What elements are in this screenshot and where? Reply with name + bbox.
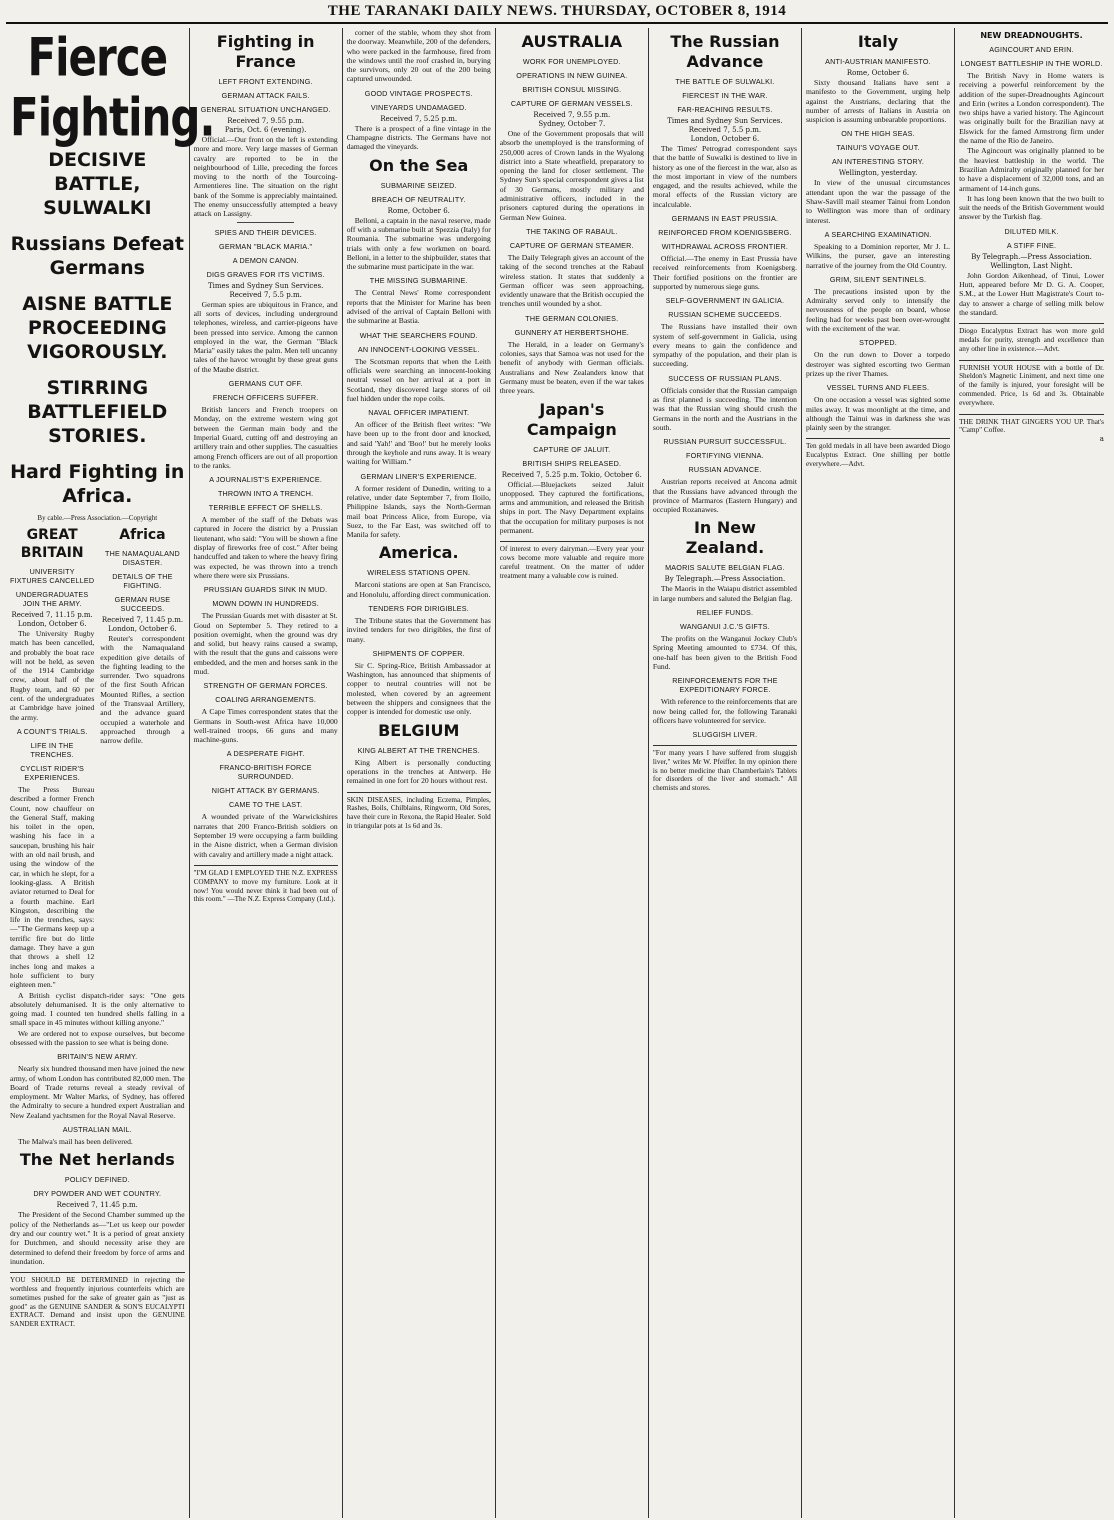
subhead: SUBMARINE SEIZED.	[380, 180, 457, 190]
column-4	[496, 28, 649, 1518]
subhead: CAPTURE OF JALUIT.	[533, 444, 611, 454]
column-3	[343, 28, 496, 1518]
head-great-britain: GREAT BRITAIN	[20, 527, 84, 561]
subhead: UNIVERSITY FIXTURES CANCELLED	[10, 567, 95, 585]
subhead: SELF-GOVERNMENT IN GALICIA.	[665, 296, 785, 306]
subhead: SLUGGISH LIVER.	[692, 730, 758, 740]
article-body: Sixty thousand Italians have sent a manifesto to the Government, urging help against the Austrians, declaring that the number of arrests of Italians in Austria on suspicion is assuming unbearable proportions.	[805, 78, 951, 125]
subhead: A SEARCHING EXAMINATION.	[824, 229, 932, 239]
subhead: AN INTERESTING STORY.	[831, 157, 925, 167]
subhead: KING ALBERT AT THE TRENCHES.	[357, 745, 480, 755]
deck-sulwalki: DECISIVE BATTLE, SULWALKI	[43, 149, 152, 219]
subhead: RUSSIAN PURSUIT SUCCESSFUL.	[663, 437, 787, 447]
subhead: NAVAL OFFICER IMPATIENT.	[368, 408, 470, 418]
article-body: A former resident of Dunedin, writing to a relative, under date September 7, from Iloilo, Philippine Islands, says the North-German mail boat Princess Alice, from Europe, via Suez, to the Far East, was switched off to Manila for safety.	[346, 483, 491, 540]
dateline: London, October 6.	[690, 135, 760, 143]
article-body: One of the Government proposals that will absorb the unemployed is the transforming of 250,000 acres of Crown lands in the Wyalong district into a State wheatfield, preparatory to opening the land for closer settlement. The Sydney Sun's special correspondent gives a list of 30 Germans, mostly military and administrative officers, included in the prisoners captured during the operations in German New Guinea.	[499, 129, 644, 222]
subhead: BREACH OF NEUTRALITY.	[371, 194, 466, 204]
column-6	[802, 28, 955, 1518]
subhead: VINEYARDS UNDAMAGED.	[370, 102, 467, 112]
article-body: The British Navy in Home waters is receiving a powerful reinforcement by the addition of the super-Dreadnoughts Agincourt and Erin (writes a London correspondent). The two ships have a varied history. The Agincourt was originally built for the Brazilian navy at Elswick for the famed Armstrong firm under the name of the Rio de Janeiro.	[959, 71, 1104, 146]
subhead: ON THE HIGH SEAS.	[841, 129, 915, 139]
head-new-dreadnoughts: NEW DREADNOUGHTS.	[980, 31, 1083, 40]
article-body: A Cape Times correspondent states that the Germans in South-west Africa have 10,000 well-trained troops, 66 guns and many machine-guns.	[193, 707, 338, 745]
deck-aisne: AISNE BATTLE PROCEEDING VIGOROUSLY.	[22, 293, 173, 363]
article-body: King Albert is personally conducting operations in the trenches at Antwerp. He remained in one fort for 20 hours without rest.	[346, 757, 491, 786]
subhead: WIRELESS STATIONS OPEN.	[367, 568, 471, 578]
article-body: Austrian reports received at Ancona admit that the Russians have advanced through the province of Marmaros (Eastern Hungary) and occupied Rozanawes.	[652, 477, 797, 515]
article-body: British lancers and French troopers on Monday, on the extreme western wing got between the German main body and the Imperial Guard, cutting off and destroying an artillery train and other supplies. The casualties among French officers are out of all proportion to the ranks.	[193, 405, 338, 470]
subhead: GERMAN LINER'S EXPERIENCE.	[360, 471, 477, 481]
dateline: Paris, Oct. 6 (evening).	[224, 126, 307, 134]
column-5	[649, 28, 802, 1518]
subhead: THROWN INTO A TRENCH.	[217, 489, 314, 499]
advertisement	[806, 438, 950, 468]
article-body: In view of the unusual circumstances attendant upon the war the passage of the Shaw-Savill mail steamer Tainui from London to Wellington was more than of ordinary interest.	[805, 178, 951, 225]
head-australia: AUSTRALIA	[521, 32, 623, 51]
article-body: A member of the staff of the Debats was captured in Jocere the district by a Prussian lieutenant, who said: "You will be shown a fine display of fireworks free of cost." After being handcuffed and taken to where the heavy firing was expected, he was thrown into a trench where there were six Prussians.	[193, 515, 338, 580]
article-body: The Press Bureau described a former French Count, now chauffeur on the General Staff, making his toilet in the open, washing his face in a saucepan, brushing his hair with an old nail brush, and using the window of the car, in which he slept, for a looking-glass. A British aviator returned to Deal for a fourth machine. Earl Kingston, describing the life in the trenches, says:—"The Germans keep up a terrific fire but do little damage. They have a gun that throws a shell 12 inches long and makes a hole sufficient to bury eighteen men."	[10, 784, 95, 990]
subhead: THE BATTLE OF SULWALKI.	[675, 77, 775, 86]
subhead: GERMAN "BLACK MARIA."	[219, 241, 313, 251]
dateline: Rome, October 6.	[846, 69, 910, 77]
article-body: A British cyclist dispatch-rider says: "One gets absolutely dehumanised. It is the only alternative to going mad. I counted ten hundred shells falling in a small space in 45 minutes without killing anyone."	[10, 990, 185, 1028]
article-body: Official.—Bluejackets seized Jaluit unopposed. They captured the fortifications, arms and ammunition, and released the British ships in port. The Navy Department explains that the occupation for military purposes is not permanent.	[499, 479, 644, 536]
subhead: AUSTRALIAN MAIL.	[62, 1125, 132, 1135]
article-body: The Tribune states that the Government has invited tenders for two dirigibles, the first of many.	[346, 615, 491, 644]
subhead: GRIM, SILENT SENTINELS.	[829, 274, 927, 284]
article-body: corner of the stable, whom they shot from the doorway. Meanwhile, 200 of the defenders, who were packed in the farmhouse, fired from the windows until the roof crashed in, burying the survivors, only 20 out of the 200 being captured unwounded.	[346, 28, 491, 84]
article-body: The President of the Second Chamber summed up the policy of the Netherlands as—"Let us keep our powder dry and our country wet." It is a period of great anxiety for Dutchmen, and should necessity arise they are determined to defend their freedom by force of arms and inundation.	[10, 1210, 185, 1266]
subhead: COALING ARRANGEMENTS.	[215, 695, 317, 705]
dateline: Received 7, 11.45 p.m.	[56, 1201, 138, 1210]
subhead: ANTI-AUSTRIAN MANIFESTO.	[825, 57, 931, 66]
head-belgium: BELGIUM	[378, 720, 460, 740]
article-body: An officer of the British fleet writes: "We have been up to the front door and knocked, and said 'Yah!' and 'Boo!' but he merely looks through the keyhole and runs away. It is weary waiting for William."	[346, 420, 491, 467]
dateline: By Telegraph.—Press Association. Wellington, Last Night.	[971, 252, 1092, 270]
head-italy: Italy	[857, 32, 899, 51]
columns	[6, 28, 1108, 1518]
subhead: A STIFF FINE.	[1006, 240, 1057, 250]
subhead: SHIPMENTS OF COPPER.	[372, 648, 465, 658]
head-on-the-sea: On the Sea	[369, 155, 469, 175]
subhead: REINFORCED FROM KOENIGSBERG.	[658, 228, 792, 238]
subhead: GERMANS CUT OFF.	[228, 379, 303, 389]
head-america: America.	[378, 543, 459, 563]
subhead: WHAT THE SEARCHERS FOUND.	[359, 330, 478, 340]
dateline: Times and Sydney Sun Services. Received 7, 5.5 p.m.	[667, 117, 783, 134]
article-body: The Herald, in a leader on Germany's colonies, says that Samoa was not used for the benefit of anybody with German officials. Australians and New Zealanders know that Germany must be beaten, even if the war takes three years.	[499, 339, 644, 396]
article-body: The Malwa's mail has been delivered.	[18, 1137, 133, 1147]
subhead: THE MISSING SUBMARINE.	[369, 276, 468, 286]
subhead: AGINCOURT AND ERIN.	[989, 45, 1074, 54]
article-body: John Gordon Aikenhead, of Tinui, Lower Hutt, appeared before Mr D. G. A. Cooper, S.M., at the Lower Hutt Magistrate's Court to-day to answer a charge of selling milk below the standard.	[959, 270, 1104, 317]
deck-russians: Russians Defeat Germans	[10, 233, 184, 279]
split-columns	[10, 526, 185, 991]
subhead: LEFT FRONT EXTENDING.	[218, 77, 313, 86]
article-body: A wounded private of the Warwickshires narrates that 200 Franco-British soldiers on September 19 were occupying a farm building in the Aisne district, when a German division with cavalry and artillery made a night attack.	[193, 812, 338, 859]
subhead: DIGS GRAVES FOR ITS VICTIMS.	[206, 269, 325, 279]
deck-stories: STIRRING BATTLEFIELD STORIES.	[27, 377, 168, 447]
dateline: By Telegraph.—Press Association.	[664, 575, 786, 584]
subhead: GENERAL SITUATION UNCHANGED.	[200, 105, 331, 114]
article-body: Sir C. Spring-Rice, British Ambassador at Washington, has announced that shipments of copper to neutral countries will not be molested, when covered by an agreement between the shippers and consignees that the copper is intended for domestic use only.	[346, 660, 491, 717]
deck-africa: Hard Fighting in Africa.	[10, 461, 185, 507]
subhead: LIFE IN THE TRENCHES.	[30, 740, 74, 759]
column-2	[190, 28, 343, 1518]
subhead: GERMAN ATTACK FAILS.	[221, 91, 310, 100]
subhead: A JOURNALIST'S EXPERIENCE.	[209, 475, 323, 485]
headline-fierce-fighting: Fierce Fighting.	[10, 26, 215, 148]
subhead: RUSSIAN SCHEME SUCCEEDS.	[668, 310, 782, 320]
head-russian-advance: The Russian Advance	[670, 32, 780, 71]
end-mark: a	[1099, 435, 1104, 444]
subhead: WITHDRAWAL ACROSS FRONTIER.	[661, 242, 789, 252]
subhead: CYCLIST RIDER'S EXPERIENCES.	[20, 763, 85, 782]
article-body: On the run down to Dover a torpedo destroyer was sighted escorting two German prizes up the river Thames.	[805, 350, 951, 378]
subhead: FIERCEST IN THE WAR.	[682, 91, 768, 100]
subhead: FORTIFYING VIENNA.	[686, 451, 764, 461]
subhead: WANGANUI J.C.'S GIFTS.	[680, 622, 770, 632]
subhead: BRITISH CONSUL MISSING.	[522, 85, 622, 94]
article-body: Officials consider that the Russian campaign as first planned is succeeding. The intention was that the Russian wing should crush the Germans in the north and the Austrians in the south.	[652, 385, 797, 432]
head-in-new-zealand: In New Zealand.	[685, 518, 765, 558]
article-body: With reference to the reinforcements that are now being called for, the following Taranaki officers have volunteered for service.	[652, 697, 797, 725]
ad-text: THE DRINK THAT GINGERS YOU UP. That's "Camp" Coffee.	[959, 417, 1104, 435]
advertisement	[500, 541, 644, 580]
article-body: The Central News' Rome correspondent reports that the Minister for Marine has been advised of the arrival of Captain Belloni with the submarine at Bastia.	[346, 288, 491, 326]
subhead: DETAILS OF THE FIGHTING.	[112, 572, 173, 590]
ad-text: SKIN DISEASES, including Eczema, Pimples, Rashes, Boils, Chilblains, Ringworm, Old Sores, have their cure in Rexona, the Rapid Healer. Sold in triangular pots at 1s 6d and 3s.	[346, 795, 491, 830]
ad-text: Of interest to every dairyman.—Every year your cows become more valuable and require more careful treatment. On the matter of udder treatment many a valuable cow is ruined.	[499, 545, 644, 580]
subhead: FRENCH OFFICERS SUFFER.	[212, 393, 319, 403]
article-body: Speaking to a Dominion reporter, Mr J. L. Wilkins, the purser, gave an interesting narrative of the journey from the Old Country.	[805, 241, 951, 270]
article-body: On one occasion a vessel was sighted some miles away. It was moonlight at the time, and although the Tainui was in darkness she was plainly seen by the stranger.	[805, 395, 951, 433]
article-body: Nearly six hundred thousand men have joined the new army, of whom London has contributed 82,000 men. The Board of Trade returns reveal a steady revival of employment. Mr Walter Marks, of Sydney, has offered the Admiralty to secure a hundred expert Australian and New Zealand yachtsmen for the Royal Naval Reserve.	[10, 1064, 185, 1120]
subhead: A COUNT'S TRIALS.	[16, 726, 88, 736]
dateline: Wellington, yesterday.	[838, 169, 918, 178]
subhead: THE TAKING OF RABAUL.	[526, 226, 618, 236]
article-body: The Prussian Guards met with disaster at St. Goud on September 5. They retired to a position overnight, when the ground was dry and solid, but heavy rains caused a swamp, with the result that the guns and caissons were embedded, and the men and horses sank in the mud.	[193, 611, 338, 676]
subhead: BRITAIN'S NEW ARMY.	[57, 1052, 138, 1062]
advertisement	[10, 1272, 185, 1329]
subhead: A DESPERATE FIGHT.	[226, 749, 305, 759]
article-body: Reuter's correspondent with the Namaqualand expedition give details of the fighting leading to the surrender. Two squadrons of the first South African Mounted Rifles, a section of the Transvaal Artillery, and the advance guard occupied a waterhole and approached through a narrow defile.	[100, 634, 185, 746]
article-body: German spies are ubiquitous in France, and all sorts of devices, including underground telephones, wireless, and carrier-pigeons have been pressed into service. Among the cannon employed in the war, the German "Black Maria" easily takes the palm. Men tell uncanny tales of the havoc wrought by these great guns of the Maube district.	[193, 299, 338, 374]
dateline: Received 7, 11.15 p.m.	[11, 611, 93, 619]
article-body: The Agincourt was originally planned to be the heaviest battleship in the world. The Brazilian Admiralty originally planned for her to have a displacement of 32,000 tons, and an armament of 14-inch guns.	[959, 146, 1104, 193]
dateline: Sydney, October 7.	[538, 120, 606, 128]
subhead: POLICY DEFINED.	[64, 1175, 130, 1185]
dateline: Received 7, 11.45 p.m.	[101, 616, 184, 624]
subhead: SPIES AND THEIR DEVICES.	[214, 227, 317, 237]
subhead: BRITISH SHIPS RELEASED.	[522, 458, 622, 468]
article-body: The Scotsman reports that when the Leith officials were searching an innocent-looking neutral vessel on her arrival at a port in Scotland, they discovered large stores of oil fuel hidden under the rope coils.	[346, 356, 491, 403]
dateline: Received 7, 5.25 p.m.	[380, 114, 458, 123]
advertisement	[959, 323, 1104, 353]
dateline: Received 7, 9.55 p.m.	[533, 111, 611, 119]
article-body: The Daily Telegraph gives an account of the taking of the second trenches at the Rabaul wireless station. It states that suddenly a German officer was seen approaching, evidently unaware that the British occupied the trenches until wounded by a shot.	[499, 252, 644, 309]
column-7	[955, 28, 1108, 1518]
subhead: NIGHT ATTACK BY GERMANS.	[211, 786, 320, 796]
dateline: London, October 6.	[108, 625, 177, 633]
subhead: DILUTED MILK.	[1004, 226, 1059, 236]
dateline: London, October 6.	[17, 620, 87, 628]
article-body: The precautions insisted upon by the Admiralty served only to intensify the nervousness of the people on board, whose feeling had for weeks past been over-wrought with the excitement of the war.	[805, 286, 951, 334]
subhead: GERMAN RUSE SUCCEEDS.	[114, 595, 171, 613]
subhead: CAME TO THE LAST.	[228, 800, 303, 810]
subcol-africa	[100, 526, 184, 991]
subhead: CAPTURE OF GERMAN VESSELS.	[510, 99, 633, 108]
subhead: VESSEL TURNS AND FLEES.	[826, 383, 930, 393]
column-1	[6, 26, 215, 1518]
dateline: Received 7, 9.55 p.m.	[227, 117, 305, 125]
subhead: FRANCO-BRITISH FORCE SURROUNDED.	[219, 763, 312, 782]
advertisement	[194, 865, 338, 904]
subhead: AN INNOCENT-LOOKING VESSEL.	[357, 344, 480, 354]
article-body: There is a prospect of a fine vintage in the Champagne districts. The Germans have not damaged the vineyards.	[346, 123, 491, 152]
subhead: TENDERS FOR DIRIGIBLES.	[368, 603, 469, 613]
subcol-gb	[10, 526, 94, 991]
subhead: RUSSIAN ADVANCE.	[688, 465, 762, 475]
subhead: A DEMON CANON.	[232, 255, 299, 265]
advertisement	[959, 360, 1104, 408]
masthead: THE TARANAKI DAILY NEWS. THURSDAY, OCTOBER 8, 1914	[6, 0, 1108, 24]
advertisement	[347, 792, 491, 831]
head-africa: Africa	[119, 527, 166, 543]
article-body: The Times' Petrograd correspondent says that the battle of Suwalki is destined to live in history as one of the fiercest in the war, also as the most important in view of the numbers engaged, and the results achieved, while the moral effects of the Russian victory are incalculable.	[652, 144, 797, 209]
article-body: Belloni, a captain in the naval reserve, made off with a submarine built at Spezzia (Italy) for Roumania. The submarine was undergoing trials with only a few workmen on board. Belloni, in a letter to the shipbuilder, states that the submarine must participate in the war.	[346, 215, 491, 272]
article-body: The profits on the Wanganui Jockey Club's Spring Meeting amounted to £734. Of this, one-half has been given to the British Food Fund.	[652, 634, 797, 671]
subhead: RELIEF FUNDS.	[696, 608, 754, 618]
article-body: The Maoris in the Waiapu district assembled in large numbers and saluted the Belgian flag.	[652, 584, 797, 603]
subhead: FAR-REACHING RESULTS.	[677, 105, 773, 114]
subhead: DRY POWDER AND WET COUNTRY.	[33, 1189, 162, 1199]
subhead: THE GERMAN COLONIES.	[525, 313, 619, 323]
subhead: GUNNERY AT HERBERTSHOHE.	[514, 327, 630, 337]
article-body: The Russians have installed their own system of self-government in Galicia, using every means to gain the confidence and sympathy of the population, and their plan is succeeding.	[652, 322, 797, 369]
ad-text: Ten gold medals in all have been awarded Diogo Eucalyptus Extract. One shilling per bottle everywhere.—Advt.	[805, 442, 951, 469]
dateline: Received 7, 5.25 p.m. Tokio, October 6.	[501, 470, 642, 479]
head-netherlands: The Net herlands	[19, 1150, 175, 1170]
head-japans-campaign: Japan's Campaign	[526, 399, 617, 439]
article-body: Official.—The enemy in East Prussia have received reinforcements from Koenigsberg. Their fortified positions on the frontier are supported by numerous siege guns.	[652, 254, 797, 291]
dateline: Rome, October 6.	[387, 206, 450, 215]
subhead: WORK FOR UNEMPLOYED.	[522, 57, 621, 66]
dateline: Times and Sydney Sun Services. Received 7, 5.5 p.m.	[207, 281, 324, 299]
subhead: STRENGTH OF GERMAN FORCES.	[203, 681, 328, 691]
subhead: REINFORCEMENTS FOR THE EXPEDITIONARY FORCE.	[672, 676, 778, 695]
divider	[237, 222, 295, 223]
advertisement	[653, 745, 797, 793]
advertisement	[959, 414, 1104, 436]
subhead: TAINUI'S VOYAGE OUT.	[836, 143, 920, 153]
subhead: PRUSSIAN GUARDS SINK IN MUD.	[203, 585, 328, 595]
ad-text: Diogo Eucalyptus Extract has won more gold medals for purity, strength and excellence than any other line in existence.—Advt.	[959, 327, 1104, 353]
ad-text: YOU SHOULD BE DETERMINED in rejecting the worthless and frequently injurious counterfeits which are sometimes pushed for the sake of greater gain as "just as good" as the GENUINE SANDER & SON'S EUCALYPTI EXTRACT. Demand and insist upon the GENUINE SANDER EXTRACT.	[10, 1276, 185, 1329]
subhead: TERRIBLE EFFECT OF SHELLS.	[208, 503, 323, 513]
subhead: THE NAMAQUALAND DISASTER.	[105, 549, 180, 567]
article-body: It has long been known that the two built to suit the needs of the British Government would answer by the Turkish flag.	[959, 193, 1104, 222]
subhead: UNDERGRADUATES JOIN THE ARMY.	[15, 590, 89, 608]
credit-line: By cable.—Press Association.—Copyright	[37, 514, 158, 522]
ad-text: FURNISH YOUR HOUSE with a bottle of Dr. Sheldon's Magnetic Liniment, and next time one of the family is injured, your foresight will be commended. Price, 1s 6d and 3s. Obtainable everywhere.	[959, 363, 1104, 407]
subhead: SUCCESS OF RUSSIAN PLANS.	[668, 373, 782, 383]
ad-text: "For many years I have suffered from sluggish liver," writes Mr W. Pfeiffer. In my opinion there is no better medicine than Chamberlain's Tablets for disorders of the liver and stomach." All chemists and stores.	[652, 749, 797, 793]
article-body: The University Rugby match has been cancelled, and probably the boat race will not be held, as seven of the 1914 Cambridge crew, about half of the Rugby team, and 60 per cent. of the undergraduates at Cambridge have joined the army.	[10, 629, 95, 722]
ad-text: "I'M GLAD I EMPLOYED THE N.Z. EXPRESS COMPANY to move my furniture. Look at it now! You would never think it had been out of this room." —The N.Z. Express Company (Ltd.).	[193, 868, 338, 904]
subhead: MAORIS SALUTE BELGIAN FLAG.	[665, 563, 785, 573]
subhead: OPERATIONS IN NEW GUINEA.	[516, 71, 628, 80]
subhead: MOWN DOWN IN HUNDREDS.	[212, 599, 319, 609]
head-fighting-in-france: Fighting in France	[216, 32, 315, 71]
subhead: GOOD VINTAGE PROSPECTS.	[364, 88, 473, 98]
article-body: Official.—Our front on the left is extending more and more. Very large masses of German cavalry are reported to be in the neighbourhood of Lille, preceding the forces moving to the north of the Tourcoing-Armentieres line. The situation on the right bank of the Somme is appreciably maintained. The enemy unsuccessfully attempted a heavy attack on Lassigny.	[193, 135, 338, 219]
article-body: We are ordered not to expose ourselves, but become obsessed with the passion to see what is being done.	[10, 1028, 185, 1047]
subhead: GERMANS IN EAST PRUSSIA.	[671, 214, 779, 224]
subhead: CAPTURE OF GERMAN STEAMER.	[509, 240, 634, 250]
subhead: STOPPED.	[859, 338, 897, 348]
subhead: LONGEST BATTLESHIP IN THE WORLD.	[960, 59, 1103, 68]
article-body: Marconi stations are open at San Francisco, and Honolulu, affording direct communication.	[346, 580, 491, 599]
